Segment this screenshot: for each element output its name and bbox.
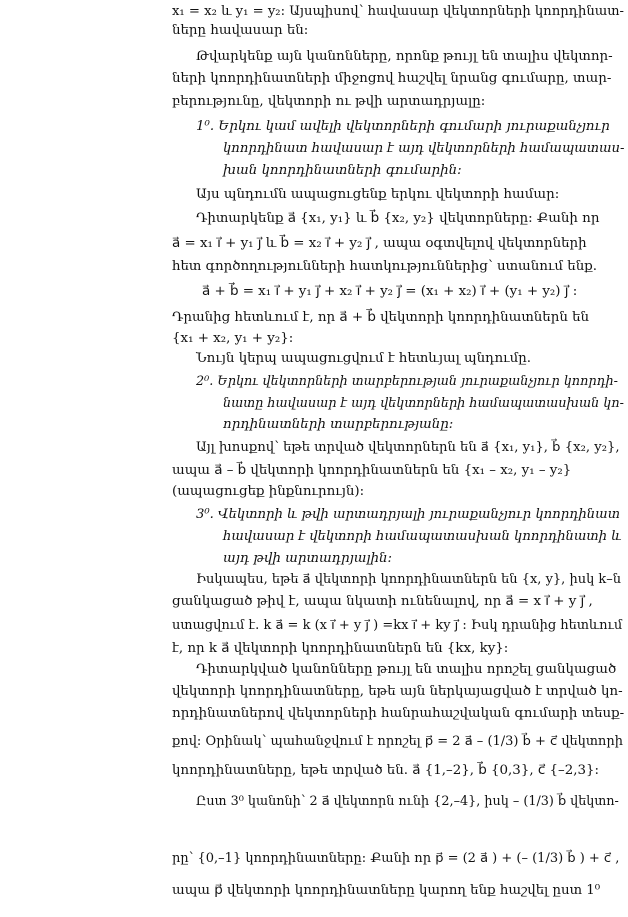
text-line: հետ գործողությունների հատկություններից՝ ստանում ենք.	[172, 259, 597, 274]
text-line: ները հավասար են:	[172, 23, 309, 38]
text-line: ների կոորդինատների միջոցով հաշվել նրանց գումարը, տար-	[172, 71, 612, 86]
text-line: {x₁ + x₂, y₁ + y₂}:	[172, 331, 294, 346]
text-line: Իսկապես, եթե a⃗ վեկտորի կոորդինատներն են {x, y}, իսկ k–ն	[196, 572, 622, 587]
text-line: վեկտորի կոորդինատները, եթե այն ներկայացված է տրված կո-	[172, 684, 623, 699]
text-line: 3⁰. Վեկտորի և թվի արտադրյալի յուրաքանչյուր կոորդինատ	[196, 507, 620, 522]
text-line: քով: Օրինակ՝ պահանջվում է որոշել p⃗ = 2 a⃗ – (1/3) b⃗ + c⃗ վեկտորի	[172, 734, 623, 749]
text-line: Դիտարկված կանոնները թույլ են տալիս որոշել ցանկացած	[196, 662, 617, 677]
text-line: Նույն կերպ ապացուցվում է հետևյալ պնդումը.	[196, 351, 532, 366]
text-line: րը՝ {0,–1} կոորդինատները: Քանի որ p⃗ = (2 a⃗ ) + (– (1/3) b⃗ ) + c⃗ ,	[172, 851, 620, 866]
text-line: a⃗ = x₁ i⃗ + y₁ j⃗ և b⃗ = x₂ i⃗ + y₂ j⃗ , ապա օգտվելով վեկտորների	[172, 236, 587, 251]
text-line: նատը հավասար է այդ վեկտորների համապատասխան կո-	[223, 396, 624, 411]
text-line: բերությունը, վեկտորի ու թվի արտադրյալը:	[172, 94, 486, 109]
text-line: խան կոորդինատների գումարին:	[223, 163, 462, 178]
text-line: 1⁰. Երկու կամ ավելի վեկտորների գումարի յուրաքանչյուր	[196, 119, 610, 134]
text-line: (ապացուցեք ինքնուրույն):	[172, 484, 365, 499]
text-line: ապա p⃗ վեկտորի կոորդինատները կարող ենք հաշվել ըստ 1⁰	[172, 883, 601, 898]
text-line: Դիտարկենք a⃗ {x₁, y₁} և b⃗ {x₂, y₂} վեկտորները: Քանի որ	[196, 211, 600, 226]
text-line: Ըստ 3⁰ կանոնի՝ 2 a⃗ վեկտորն ունի {2,–4}, իսկ – (1/3) b⃗ վեկտո-	[196, 794, 619, 809]
text-line: ապա a⃗ – b⃗ վեկտորի կոորդինատներն են {x₁ – x₂, y₁ – y₂}	[172, 463, 572, 478]
text-line: Այլ խոսքով՝ եթե տրված վեկտորներն են a⃗ {x₁, y₁}, b⃗ {x₂, y₂},	[196, 440, 620, 455]
text-line: կոորդինատ հավասար է այդ վեկտորների համապատաս-	[223, 141, 625, 156]
text-line: այդ թվի արտադրյալին:	[223, 551, 393, 566]
text-line: հավասար է վեկտորի համապատասխան կոորդինատի և	[223, 529, 622, 544]
text-line: որդինատներով վեկտորների հանրահաշվական գումարի տեսք-	[172, 706, 625, 721]
text-line: a⃗ + b⃗ = x₁ i⃗ + y₁ j⃗ + x₂ i⃗ + y₂ j⃗ = (x₁ + x₂) i⃗ + (y₁ + y₂) j⃗ :	[202, 284, 578, 299]
text-line: ցանկացած թիվ է, ապա նկատի ունենալով, որ a⃗ = x i⃗ + y j⃗ ,	[172, 594, 593, 609]
text-line: Այս պնդումն ապացուցենք երկու վեկտորի համար:	[196, 187, 560, 202]
text-line: x₁ = x₂ և y₁ = y₂: Այսպիսով՝ հավասար վեկտորների կոորդինատ-	[172, 4, 624, 19]
text-line: 2⁰. Երկու վեկտորների տարբերության յուրաքանչյուր կոորդի-	[196, 374, 619, 389]
text-line: ստացվում է. k a⃗ = k (x i⃗ + y j⃗ ) =kx i⃗ + ky j⃗ : Իսկ դրանից հետևում	[172, 618, 623, 633]
text-line: որդինատների տարբերությանը:	[223, 417, 454, 432]
text-line: կոորդինատները, եթե տրված են. a⃗ {1,–2}, b⃗ {0,3}, c⃗ {–2,3}:	[172, 763, 600, 778]
text-line: Թվարկենք այն կանոնները, որոնք թույլ են տալիս վեկտոր-	[196, 49, 613, 64]
text-line: է, որ k a⃗ վեկտորի կոորդինատներն են {kx, ky}:	[172, 641, 509, 656]
text-line: Դրանից հետևում է, որ a⃗ + b⃗ վեկտորի կոորդինատներն են	[172, 310, 590, 325]
